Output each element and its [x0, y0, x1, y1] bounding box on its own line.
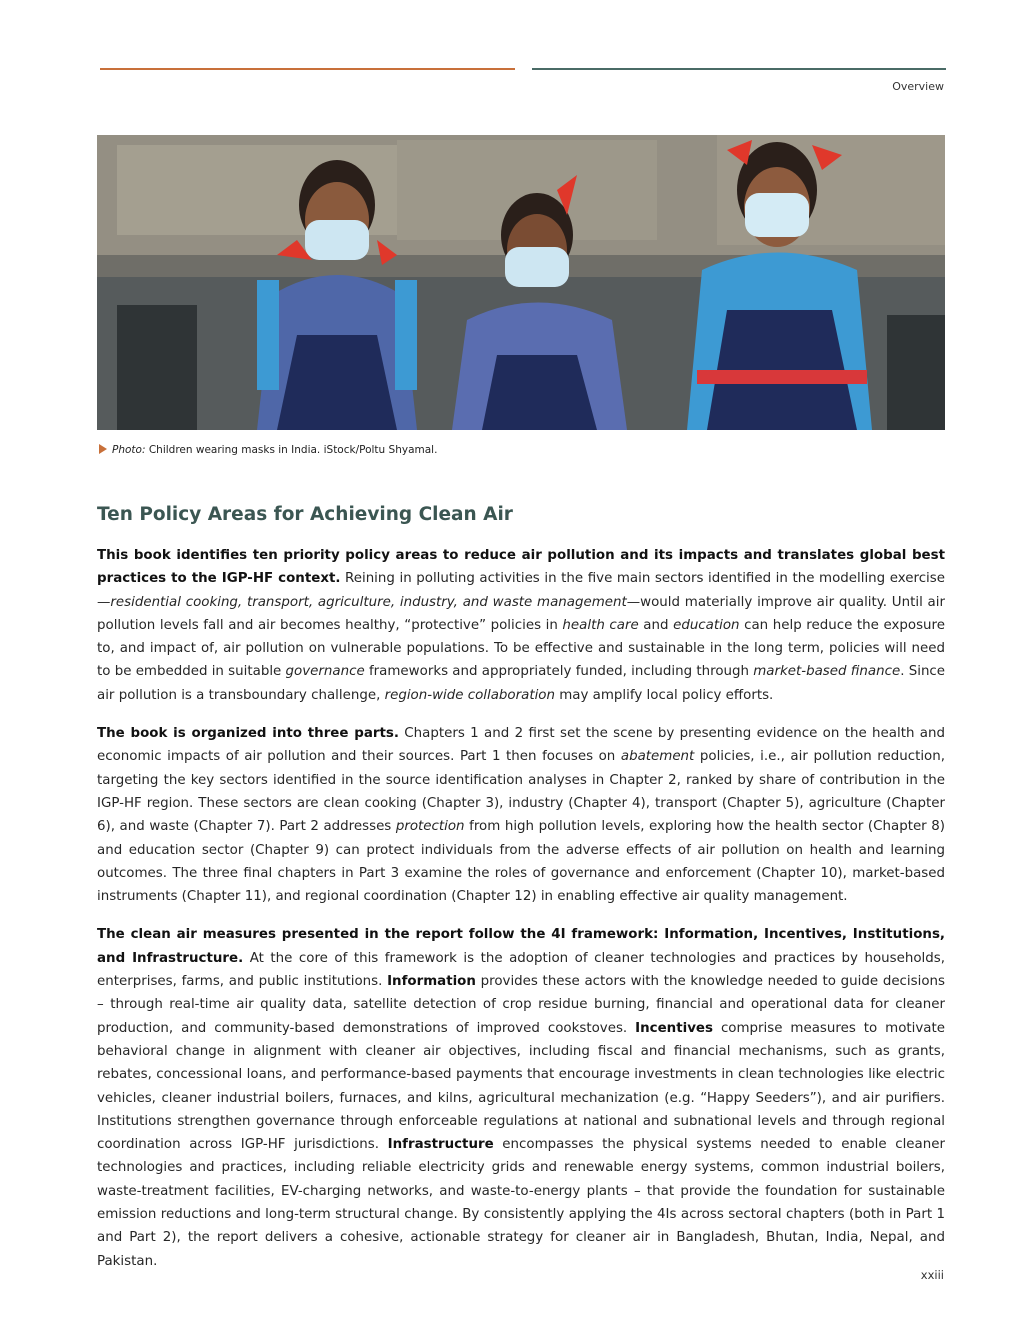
paragraph-3: [97, 923, 945, 1272]
p3-bold-infrastructure: Infrastructure: [387, 1137, 494, 1153]
p2-text-1: Chapters 1 and 2 first set the scene by presenting evidence on the health and economic impacts of air pollution and their sources. Part 1 then focuses on: [97, 726, 945, 765]
page-number: xxiii: [920, 1268, 944, 1282]
p2-lead: The book is organized into three parts.: [97, 726, 399, 742]
paragraph-2: [97, 722, 945, 908]
caption-label: Photo:: [112, 444, 146, 456]
p1-text-7: may amplify local policy efforts.: [555, 687, 774, 703]
p1-text-5: frameworks and appropriately funded, including through: [364, 664, 754, 680]
p1-italic-3: education: [673, 617, 740, 633]
p2-italic-1: abatement: [620, 749, 695, 765]
p2-italic-2: protection: [395, 819, 465, 835]
p3-text-2: provides these actors with the knowledge needed to guide decisions – through real-time air quality data, satellite detection of crop residue burning, financial and operational data for cleaner production, and community-based demonstrations of improved cookstoves.: [97, 974, 945, 1036]
p1-text-4: can help reduce the exposure to, and impact of, air pollution on vulnerable populations. To be effective and sustainable in the long term, policies will need to be embedded in suitable: [97, 617, 945, 680]
p3-bold-information: Information: [387, 974, 476, 990]
p3-text-1: At the core of this framework is the adoption of cleaner technologies and practices by households, enterprises, farms, and public institutions.: [97, 950, 946, 990]
caption-text: Children wearing masks in India. iStock/Poltu Shyamal.: [145, 444, 438, 456]
section-title: Ten Policy Areas for Achieving Clean Air: [97, 504, 513, 525]
p3-lead: The clean air measures presented in the report follow the 4I framework: Information, Incentives, Institutions, and Infrastructure.: [97, 927, 945, 966]
p1-italic-2: health care: [562, 617, 639, 633]
p1-italic-4: governance: [285, 664, 365, 680]
p3-text-3: comprise measures to motivate behavioral change in alignment with cleaner air objectives, including fiscal and financial mechanisms, such as grants, rebates, concessional loans, and performance-based payments that encourage investments in clean technologies like electric vehicles, cleaner industrial boilers, furnaces, and kilns, agricultural mechanization (e.g. “Happy Seeders”), and air purifiers. Institutions strengthen governance through enforceable regulations at national and subnational levels and through regional coordination across IGP-HF jurisdictions.: [97, 1020, 945, 1153]
p1-italic-1: residential cooking, transport, agriculture, industry, and waste management: [110, 594, 627, 610]
p1-text-3: and: [638, 617, 674, 633]
p2-text-2: policies, i.e., air pollution reduction, targeting the key sectors identified in the source identification analyses in Chapter 2, ranked by share of contribution in the IGP-HF region. These sectors are clean cooking (Chapter 3), industry (Chapter 4), transport (Chapter 5), agriculture (Chapter 6), and waste (Chapter 7). Part 2 addresses: [97, 749, 945, 835]
p1-italic-6: region-wide collaboration: [384, 687, 555, 703]
body-text: [97, 544, 945, 1288]
photo-children-masks: [97, 135, 945, 430]
p1-lead: This book identifies ten priority policy areas to reduce air pollution and its impacts and translates global best practices to the IGP-HF context.: [97, 548, 945, 587]
caption-marker-icon: [99, 444, 107, 454]
header-rule-right: [532, 68, 946, 70]
p3-bold-incentives: Incentives: [635, 1020, 713, 1036]
p1-text-1: Reining in polluting activities in the five main sectors identified in the modelling exercise—: [97, 571, 945, 610]
p2-text-3: from high pollution levels, exploring how the health sector (Chapter 8) and education sector (Chapter 9) can protect individuals from the adverse effects of air pollution on health and learning outcomes. The three final chapters in Part 3 examine the roles of governance and enforcement (Chapter 10), market-based instruments (Chapter 11), and regional coordination (Chapter 12) in enabling effective air quality management.: [97, 819, 945, 905]
p1-text-6: . Since air pollution is a transboundary challenge,: [97, 664, 946, 703]
p1-italic-5: market-based finance: [753, 664, 901, 680]
photo-caption: [99, 444, 437, 456]
paragraph-1: [97, 544, 945, 707]
running-head: Overview: [892, 80, 944, 93]
header-rule-left: [100, 68, 515, 70]
p1-text-2: —would materially improve air quality. Until air pollution levels fall and air becomes healthy, “protective” policies in: [97, 594, 945, 633]
p3-text-4: encompasses the physical systems needed to enable cleaner technologies and practices, including reliable electricity grids and renewable energy systems, common industrial boilers, waste-treatment facilities, EV-charging networks, and waste-to-energy plants – that provide the foundation for sustainable emission reductions and long-term structural change. By consistently applying the 4Is across sectoral chapters (both in Part 1 and Part 2), the report delivers a cohesive, actionable strategy for cleaner air in Bangladesh, Bhutan, India, Nepal, and Pakistan.: [97, 1137, 945, 1269]
